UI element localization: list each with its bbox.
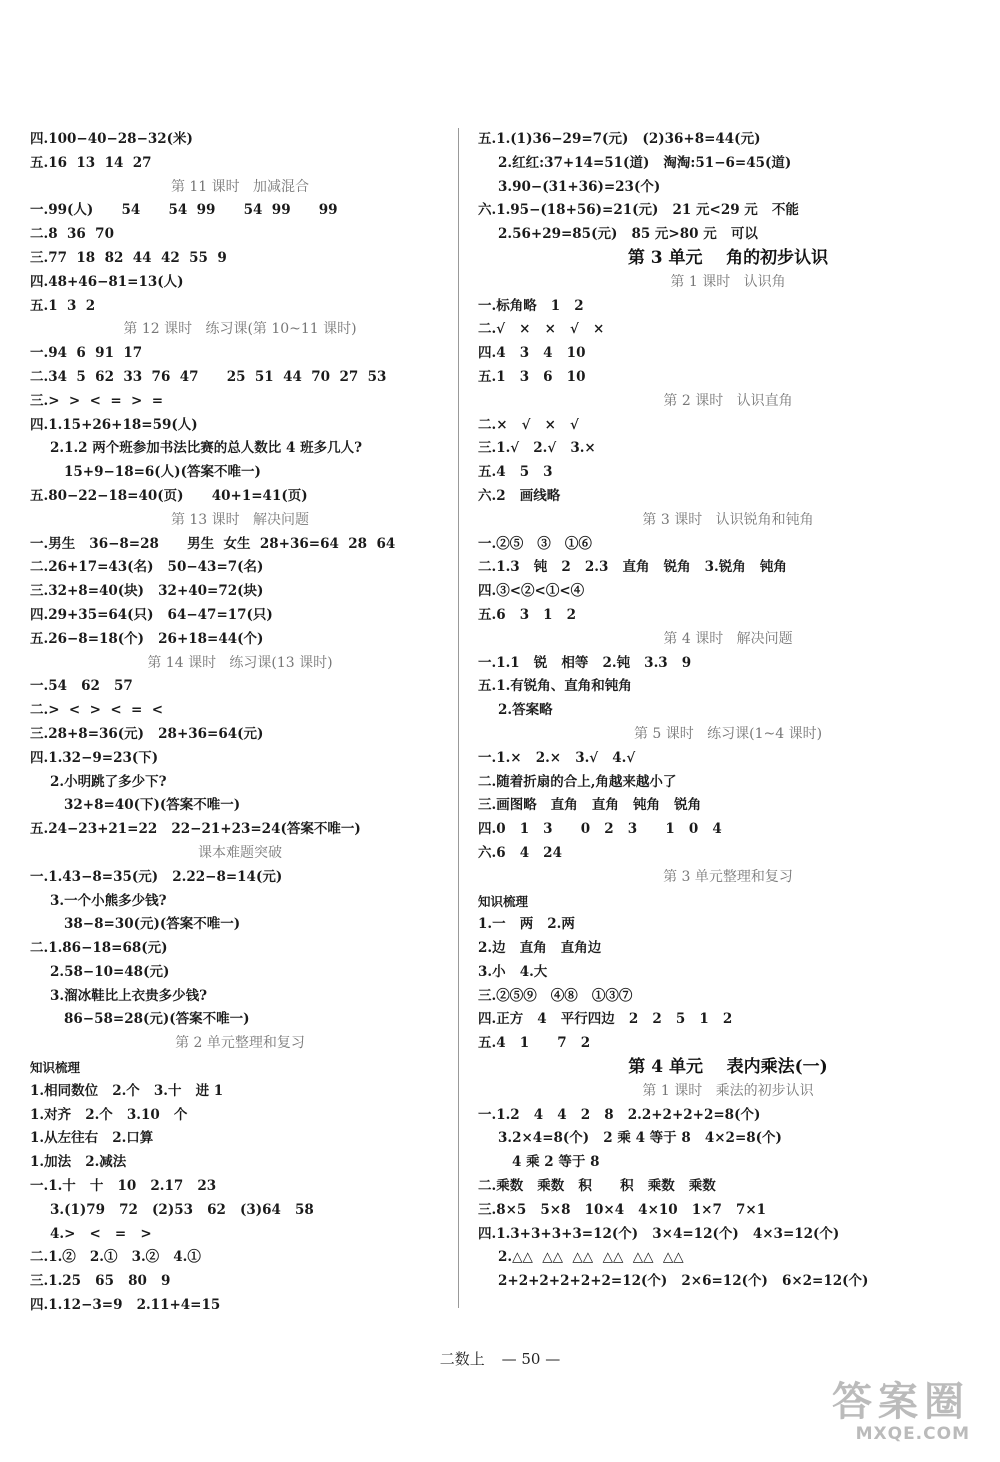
answer-line: 四.1.32−9=23(下) bbox=[30, 749, 159, 766]
answer-line: 四.正方 4 平行四边 2 2 5 1 2 bbox=[478, 1011, 733, 1028]
section-heading: 第 14 课时 练习课(13 课时) bbox=[147, 654, 333, 671]
watermark-main: 答案圈 bbox=[832, 1379, 970, 1425]
answer-line: 五.80−22−18=40(页) 40+1=41(页) bbox=[30, 487, 308, 504]
answer-line: 4 乘 2 等于 8 bbox=[512, 1154, 600, 1171]
answer-line: 3.溜冰鞋比上衣贵多少钱? bbox=[50, 987, 208, 1004]
answer-line: 一.男生 36−8=28 男生 女生 28+36=64 28 64 bbox=[30, 535, 396, 552]
watermark-logo bbox=[770, 1380, 970, 1450]
answer-line: 三.②⑤⑨ ④⑧ ①③⑦ bbox=[478, 987, 633, 1004]
answer-line: 四.29+35=64(只) 64−47=17(只) bbox=[30, 606, 273, 623]
answer-line: 3.(1)79 72 (2)53 62 (3)64 58 bbox=[50, 1201, 314, 1218]
answer-line: 六.6 4 24 bbox=[478, 844, 562, 861]
section-heading: 第 4 课时 解决问题 bbox=[663, 630, 793, 647]
answer-line: 三.画图略 直角 直角 钝角 锐角 bbox=[478, 797, 702, 814]
answer-line: 2.△△ △△ △△ △△ △△ △△ bbox=[498, 1249, 684, 1266]
answer-line: 二.乘数 乘数 积 积 乘数 乘数 bbox=[478, 1178, 716, 1195]
answer-line: 四.③<②<①<④ bbox=[478, 583, 585, 600]
answer-line: 15+9−18=6(人)(答案不唯一) bbox=[64, 464, 261, 481]
unit-heading: 第 4 单元 表内乘法(一) bbox=[628, 1057, 828, 1078]
answer-line: 五.6 3 1 2 bbox=[478, 606, 577, 623]
section-heading: 第 13 课时 解决问题 bbox=[170, 511, 310, 528]
section-label: 知识梳理 bbox=[478, 893, 529, 909]
answer-line: 一.54 62 57 bbox=[30, 678, 133, 695]
answer-line: 四.1.15+26+18=59(人) bbox=[30, 416, 198, 433]
answer-line: 五.26−8=18(个) 26+18=44(个) bbox=[30, 630, 264, 647]
page-number: — 50 — bbox=[501, 1350, 561, 1368]
answer-line: 1.对齐 2.个 3.10 个 bbox=[30, 1106, 188, 1123]
answer-line: 32+8=40(下)(答案不唯一) bbox=[64, 797, 241, 814]
answer-line: 四.1.12−3=9 2.11+4=15 bbox=[30, 1297, 221, 1314]
answer-line: 四.0 1 3 0 2 3 1 0 4 bbox=[478, 821, 722, 838]
answer-line: 2.1.2 两个班参加书法比赛的总人数比 4 班多几人? bbox=[50, 440, 362, 457]
answer-line: 二.1.3 钝 2 2.3 直角 锐角 3.锐角 钝角 bbox=[478, 559, 787, 576]
answer-line: 五.4 5 3 bbox=[478, 464, 553, 481]
section-heading: 第 1 课时 认识角 bbox=[670, 273, 786, 290]
answer-line: 二.> < > < = < bbox=[30, 702, 164, 719]
answer-line: 四.4 3 4 10 bbox=[478, 345, 586, 362]
answer-line: 二.1.86−18=68(元) bbox=[30, 940, 168, 957]
left-column bbox=[30, 128, 450, 1318]
answer-line: 3.2×4=8(个) 2 乘 4 等于 8 4×2=8(个) bbox=[498, 1130, 782, 1147]
answer-line: 五.1 3 6 10 bbox=[478, 368, 586, 385]
answer-line: 五.1.(1)36−29=7(元) (2)36+8=44(元) bbox=[478, 131, 761, 147]
answer-line: 二.√ × × √ × bbox=[478, 321, 605, 338]
answer-line: 三.> > < = > = bbox=[30, 392, 164, 409]
answer-line: 五.24−23+21=22 22−21+23=24(答案不唯一) bbox=[30, 821, 361, 838]
section-heading: 第 3 单元整理和复习 bbox=[663, 868, 793, 885]
right-column bbox=[478, 128, 978, 1294]
answer-line: 四.100−40−28−32(米) bbox=[30, 131, 193, 147]
answer-line: 二.26+17=43(名) 50−43=7(名) bbox=[30, 559, 264, 576]
section-heading: 第 2 单元整理和复习 bbox=[175, 1035, 305, 1052]
answer-line: 三.8×5 5×8 10×4 4×10 1×7 7×1 bbox=[478, 1201, 767, 1218]
answer-line: 1.相同数位 2.个 3.十 进 1 bbox=[30, 1082, 224, 1099]
answer-line: 二.34 5 62 33 76 47 25 51 44 70 27 53 bbox=[30, 368, 387, 385]
answer-line: 4.> < = > bbox=[50, 1225, 152, 1242]
answer-line: 六.1.95−(18+56)=21(元) 21 元<29 元 不能 bbox=[478, 202, 799, 219]
answer-line: 三.28+8=36(元) 28+36=64(元) bbox=[30, 725, 264, 742]
answer-line: 3.90−(31+36)=23(个) bbox=[498, 178, 661, 195]
answer-line: 一.94 6 91 17 bbox=[30, 345, 143, 362]
answer-line: 1.从左往右 2.口算 bbox=[30, 1130, 154, 1147]
answer-line: 2.小明跳了多少下? bbox=[50, 773, 167, 790]
answer-line: 三.1.25 65 80 9 bbox=[30, 1273, 171, 1290]
section-heading: 第 5 课时 练习课(1~4 课时) bbox=[633, 725, 823, 742]
answer-line: 二.随着折扇的合上,角越来越小了 bbox=[478, 773, 677, 790]
answer-line: 2.红红:37+14=51(道) 淘淘:51−6=45(道) bbox=[498, 154, 792, 171]
section-heading: 第 11 课时 加减混合 bbox=[170, 178, 310, 195]
answer-line: 一.②⑤ ③ ①⑥ bbox=[478, 535, 592, 552]
section-heading: 课本难题突破 bbox=[198, 844, 282, 861]
section-label: 知识梳理 bbox=[30, 1060, 81, 1076]
answer-line: 五.1.有锐角、直角和钝角 bbox=[478, 678, 632, 695]
answer-line: 二.1.② 2.① 3.② 4.① bbox=[30, 1249, 201, 1266]
answer-line: 三.77 18 82 44 42 55 9 bbox=[30, 249, 227, 266]
answer-line: 2.56+29=85(元) 85 元>80 元 可以 bbox=[498, 226, 758, 243]
answer-line: 38−8=30(元)(答案不唯一) bbox=[64, 916, 241, 933]
answer-line: 一.1.× 2.× 3.√ 4.√ bbox=[478, 749, 636, 766]
unit-heading: 第 3 单元 角的初步认识 bbox=[627, 247, 829, 268]
answer-line: 3.一个小熊多少钱? bbox=[50, 892, 167, 909]
answer-line: 五.16 13 14 27 bbox=[30, 154, 152, 171]
answer-line: 2.边 直角 直角边 bbox=[478, 940, 602, 957]
answer-line: 2+2+2+2+2+2=12(个) 2×6=12(个) 6×2=12(个) bbox=[498, 1273, 869, 1290]
answer-line: 四.1.3+3+3+3=12(个) 3×4=12(个) 4×3=12(个) bbox=[478, 1225, 840, 1242]
answer-line: 3.小 4.大 bbox=[478, 963, 548, 980]
answer-line: 二.8 36 70 bbox=[30, 226, 114, 243]
answer-line: 86−58=28(元)(答案不唯一) bbox=[64, 1011, 250, 1028]
answer-line: 五.4 1 7 2 bbox=[478, 1035, 591, 1052]
answer-line: 一.标角略 1 2 bbox=[478, 297, 584, 314]
answer-line: 一.1.43−8=35(元) 2.22−8=14(元) bbox=[30, 868, 283, 885]
answer-line: 一.1.2 4 4 2 8 2.2+2+2+2=8(个) bbox=[478, 1106, 761, 1123]
answer-line: 六.2 画线略 bbox=[478, 487, 561, 504]
section-heading: 第 1 课时 乘法的初步认识 bbox=[642, 1082, 814, 1099]
answer-line: 2.答案略 bbox=[498, 702, 553, 719]
footer-subject: 二数上 bbox=[439, 1350, 485, 1368]
answer-line: 四.48+46−81=13(人) bbox=[30, 273, 184, 290]
answer-line: 2.58−10=48(元) bbox=[50, 963, 170, 980]
answer-line: 一.1.1 锐 相等 2.钝 3.3 9 bbox=[478, 654, 692, 671]
answer-line: 三.32+8=40(块) 32+40=72(块) bbox=[30, 583, 264, 600]
answer-line: 三.1.√ 2.√ 3.× bbox=[478, 440, 596, 457]
answer-line: 一.1.十 十 10 2.17 23 bbox=[30, 1178, 217, 1195]
answer-line: 五.1 3 2 bbox=[30, 297, 96, 314]
section-heading: 第 2 课时 认识直角 bbox=[663, 392, 793, 409]
section-heading: 第 3 课时 认识锐角和钝角 bbox=[642, 511, 814, 528]
watermark-sub: MXQE.COM bbox=[855, 1424, 970, 1444]
answer-line: 1.加法 2.减法 bbox=[30, 1154, 127, 1171]
column-divider bbox=[458, 128, 459, 1308]
answer-line: 二.× √ × √ bbox=[478, 416, 579, 433]
answer-line: 一.99(人) 54 54 99 54 99 99 bbox=[30, 202, 338, 219]
answer-line: 1.一 两 2.两 bbox=[478, 916, 575, 933]
page-footer bbox=[0, 1348, 1000, 1369]
section-heading: 第 12 课时 练习课(第 10~11 课时) bbox=[123, 321, 357, 338]
